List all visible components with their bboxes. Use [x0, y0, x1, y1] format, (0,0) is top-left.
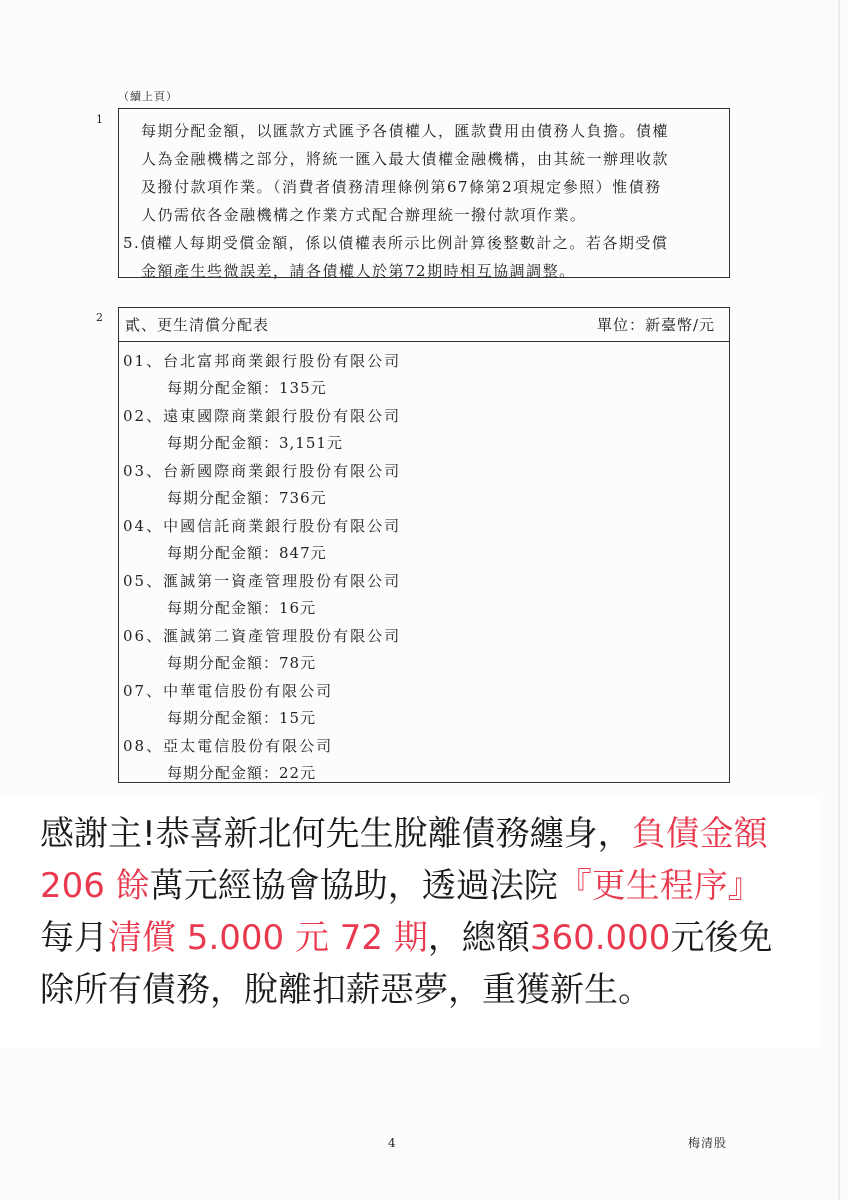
- testimonial-caption: [40, 808, 780, 1016]
- creditor-amount: 每期分配金額：22元: [167, 764, 317, 782]
- creditor-name: 01、台北富邦商業銀行股份有限公司: [123, 352, 402, 370]
- distribution-table-title: 貳、更生清償分配表: [125, 316, 270, 334]
- section-marker-2: 2: [96, 311, 103, 324]
- creditor-amount: 每期分配金額：3,151元: [167, 434, 343, 452]
- page-number: 4: [388, 1136, 396, 1150]
- creditor-amount: 每期分配金額：135元: [167, 379, 327, 397]
- creditor-amount: 每期分配金額：15元: [167, 709, 317, 727]
- page-edge: [838, 0, 840, 1200]
- creditor-entry: [123, 678, 729, 733]
- creditor-name: 02、遠東國際商業銀行股份有限公司: [123, 407, 402, 425]
- caption-segment: 每月: [40, 918, 108, 958]
- creditor-amount: 每期分配金額：736元: [167, 489, 327, 507]
- creditor-entry: [123, 458, 729, 513]
- payment-notes-box: [118, 108, 730, 278]
- caption-highlight: 清償 5.000 元 72 期: [108, 918, 428, 958]
- creditor-entry: [123, 403, 729, 458]
- creditor-entry: [123, 348, 729, 403]
- notes-item-5-line: 5.債權人每期受償金額，係以債權表所示比例計算後整數計之。若各期受償: [123, 234, 669, 252]
- creditor-name: 07、中華電信股份有限公司: [123, 682, 334, 700]
- creditor-amount: 每期分配金額：16元: [167, 599, 317, 617]
- caption-segment: ，總額: [427, 918, 530, 958]
- creditor-name: 06、滙誠第二資產管理股份有限公司: [123, 627, 402, 645]
- creditor-amount: 每期分配金額：78元: [167, 654, 317, 672]
- notes-line: 每期分配金額，以匯款方式匯予各債權人，匯款費用由債務人負擔。債權: [141, 122, 670, 140]
- creditor-entry: [123, 568, 729, 623]
- notes-line: 人仍需依各金融機構之作業方式配合辦理統一撥付款項作業。: [141, 206, 587, 224]
- creditor-name: 03、台新國際商業銀行股份有限公司: [123, 462, 402, 480]
- notes-line: 及撥付款項作業。（消費者債務清理條例第67條第2項規定參照）惟債務: [141, 178, 662, 196]
- creditor-name: 05、滙誠第一資產管理股份有限公司: [123, 572, 402, 590]
- caption-segment: 元後免除所有債務，脫離扣薪惡夢，重獲新生。: [40, 918, 773, 1010]
- clerk-signature: 梅清股: [688, 1136, 728, 1150]
- creditor-entry: [123, 733, 729, 788]
- caption-highlight: 360.000: [529, 918, 671, 958]
- caption-segment: 感謝主!恭喜新北何先生脫離債務纏身，: [40, 814, 632, 854]
- notes-item-5-line: 金額產生些微誤差，請各債權人於第72期時相互協調調整。: [141, 262, 576, 280]
- caption-highlight: 負債金額 206 餘: [40, 814, 768, 906]
- caption-highlight: 『更生程序』: [557, 866, 762, 906]
- creditor-amount: 每期分配金額：847元: [167, 544, 327, 562]
- creditor-list: [119, 342, 729, 788]
- currency-unit: 單位：新臺幣/元: [596, 316, 715, 334]
- notes-line: 人為金融機構之部分，將統一匯入最大債權金融機構，由其統一辦理收款: [141, 150, 670, 168]
- creditor-entry: [123, 513, 729, 568]
- creditor-name: 08、亞太電信股份有限公司: [123, 737, 334, 755]
- section-marker-1: 1: [96, 113, 103, 126]
- creditor-name: 04、中國信託商業銀行股份有限公司: [123, 517, 402, 535]
- creditor-entry: [123, 623, 729, 678]
- distribution-table-header: [119, 308, 729, 342]
- distribution-table: [118, 307, 730, 783]
- continued-note: （續上頁）: [118, 90, 178, 103]
- caption-segment: 萬元經協會協助，透過法院: [149, 866, 558, 906]
